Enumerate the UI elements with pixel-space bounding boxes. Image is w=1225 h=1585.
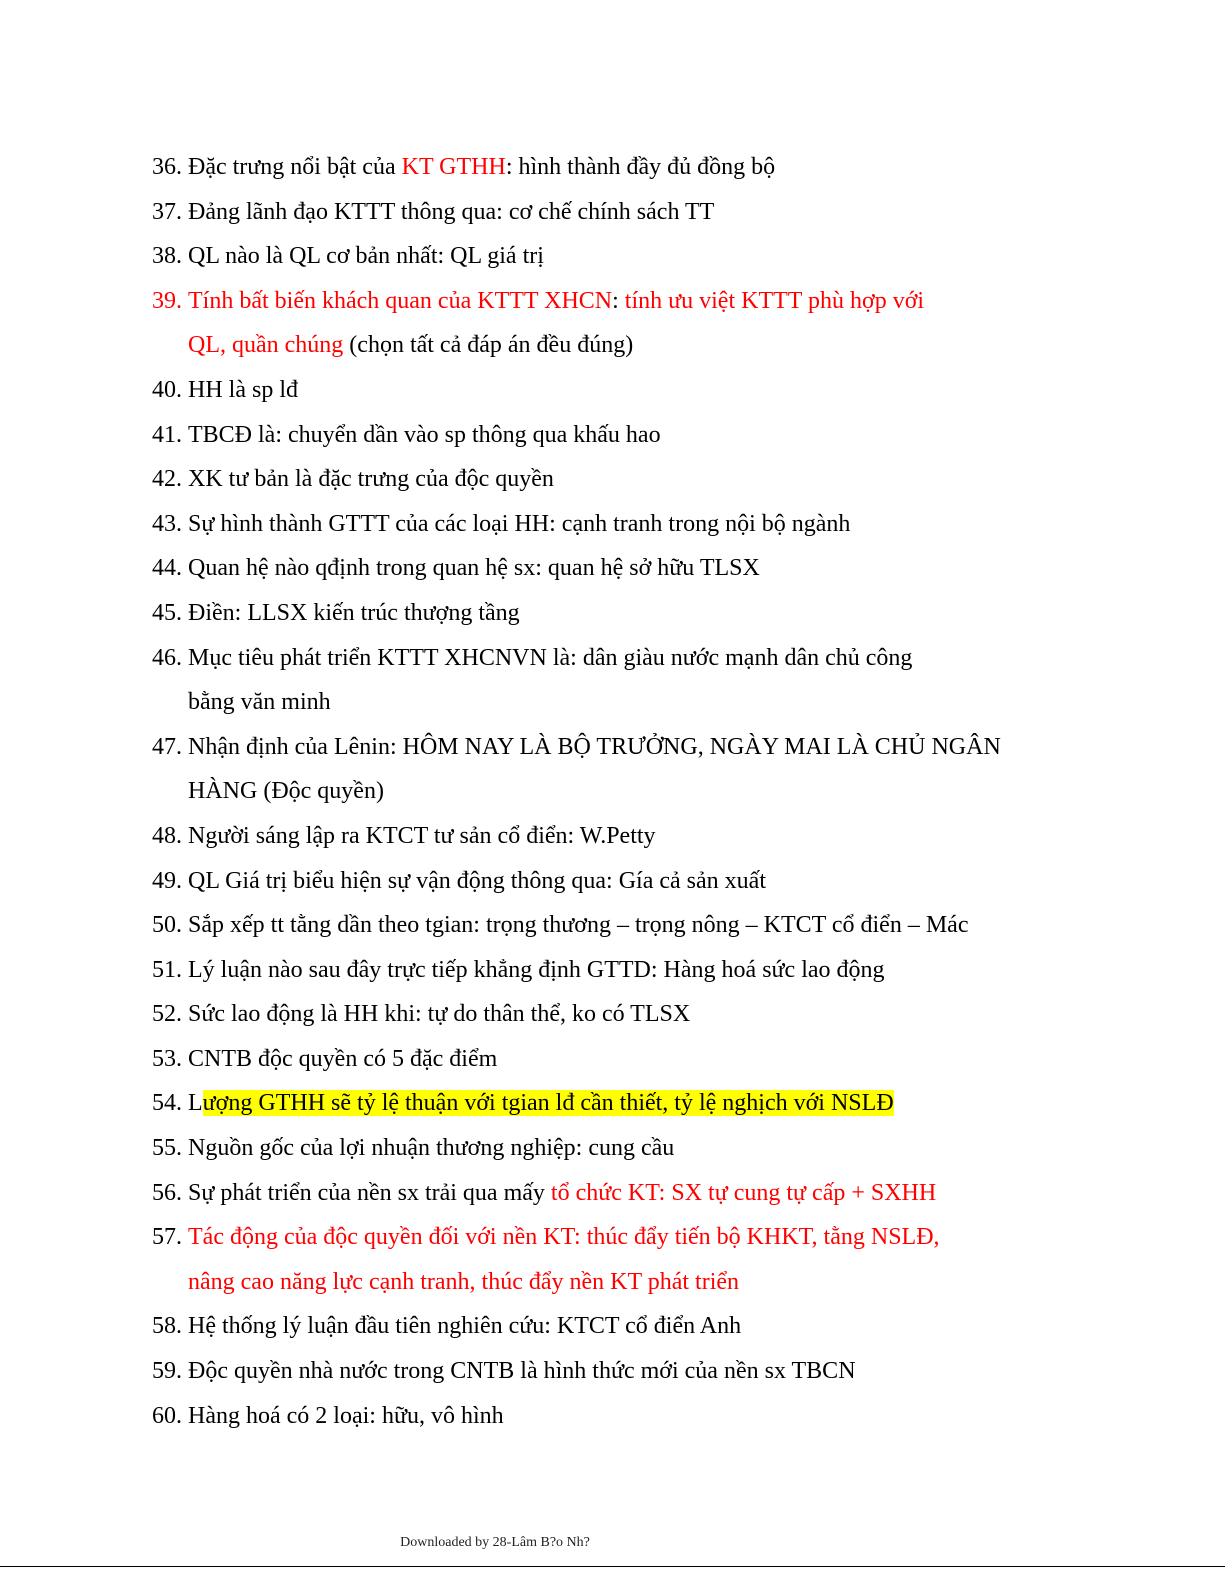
item-number: 57. (152, 1224, 182, 1251)
list-item: 37. Đảng lãnh đạo KTTT thông qua: cơ chế chính sách TT (152, 190, 1172, 235)
item-number: 53. (152, 1045, 182, 1072)
item-number: 51. (152, 956, 182, 983)
list-item: 53. CNTB độc quyền có 5 đặc điểm (152, 1037, 1172, 1082)
item-number: 39. (152, 287, 182, 314)
item-number: 47. (152, 733, 182, 760)
list-item: 43. Sự hình thành GTTT của các loại HH: cạnh tranh trong nội bộ ngành (152, 502, 1172, 547)
list-item: 55. Nguồn gốc của lợi nhuận thương nghiệp: cung cầu (152, 1126, 1172, 1171)
item-number: 48. (152, 822, 182, 849)
list-item: 40. HH là sp lđ (152, 368, 1172, 413)
list-item: 60. Hàng hoá có 2 loại: hữu, vô hình (152, 1394, 1172, 1439)
list-item: 54. Lượng GTHH sẽ tỷ lệ thuận với tgian lđ cần thiết, tỷ lệ nghịch với NSLĐ (152, 1081, 1172, 1126)
list-item: 51. Lý luận nào sau đây trực tiếp khẳng định GTTD: Hàng hoá sức lao động (152, 948, 1172, 993)
red-text: Tác động của độc quyền đối với nền KT: thúc đẩy tiến bộ KHKT, tằng NSLĐ, (188, 1224, 940, 1251)
item-number: 46. (152, 644, 182, 671)
red-text: tính ưu việt KTTT phù hợp với (624, 287, 925, 314)
item-number: 58. (152, 1313, 182, 1340)
item-number: 55. (152, 1135, 182, 1162)
page-bottom-rule (0, 1566, 1225, 1567)
item-number: 40. (152, 376, 182, 403)
list-item-continuation (152, 1260, 1172, 1305)
list-item: 41. TBCĐ là: chuyển dần vào sp thông qua khấu hao (152, 413, 1172, 458)
list-item: 39. Tính bất biến khách quan của KTTT XHCN: tính ưu việt KTTT phù hợp với (152, 279, 1172, 324)
list-item: 36. Đặc trưng nổi bật của KT GTHH: hình thành đầy đủ đồng bộ (152, 145, 1172, 190)
item-number: 54. (152, 1090, 182, 1117)
red-text: nâng cao năng lực cạnh tranh, thúc đẩy nền KT phát triển (188, 1268, 740, 1295)
list-item-continuation: QL, quần chúng (chọn tất cả đáp án đều đúng) (188, 332, 634, 359)
item-number: 43. (152, 510, 182, 537)
item-number: 42. (152, 466, 182, 493)
list-item: 42. XK tư bản là đặc trưng của độc quyền (152, 457, 1172, 502)
list-item: 49. QL Giá trị biểu hiện sự vận động thông qua: Gía cả sản xuất (152, 859, 1172, 904)
item-number: 49. (152, 867, 182, 894)
item-number: 52. (152, 1001, 182, 1028)
list-item: 56. Sự phát triển của nền sx trải qua mấy tổ chức KT: SX tự cung tự cấp + SXHH (152, 1171, 1172, 1216)
red-text: QL, quần chúng (188, 332, 344, 359)
item-number: 44. (152, 555, 182, 582)
item-number: 37. (152, 198, 182, 225)
list-item: 47. Nhận định của Lênin: HÔM NAY LÀ BỘ TRƯỞNG, NGÀY MAI LÀ CHỦ NGÂN (152, 725, 1172, 770)
list-item: 50. Sắp xếp tt tằng dần theo tgian: trọng thương – trọng nông – KTCT cổ điển – Mác (152, 903, 1172, 948)
item-number: 38. (152, 243, 182, 270)
list-item-continuation: HÀNG (Độc quyền) (188, 778, 384, 805)
list-item (152, 1215, 1172, 1260)
item-number: 45. (152, 599, 182, 626)
item-number: 59. (152, 1358, 182, 1385)
item-number: 56. (152, 1179, 182, 1206)
item-number: 50. (152, 912, 182, 939)
list-item: 46. Mục tiêu phát triển KTTT XHCNVN là: dân giàu nước mạnh dân chủ công (152, 636, 1172, 681)
list-item: 59. Độc quyền nhà nước trong CNTB là hình thức mới của nền sx TBCN (152, 1349, 1172, 1394)
red-text: Tính bất biến khách quan của KTTT XHCN (188, 287, 613, 314)
list-item: 58. Hệ thống lý luận đầu tiên nghiên cứu: KTCT cổ điển Anh (152, 1304, 1172, 1349)
item-number: 60. (152, 1402, 182, 1429)
answer-list (152, 145, 1172, 1438)
red-text: KT GTHH (401, 154, 506, 180)
list-item-continuation: bằng văn minh (188, 689, 331, 716)
list-item: 38. QL nào là QL cơ bản nhất: QL giá trị (152, 234, 1172, 279)
list-item: 52. Sức lao động là HH khi: tự do thân thể, ko có TLSX (152, 992, 1172, 1037)
download-footer: Downloaded by 28-Lâm B?o Nh? (400, 1535, 590, 1550)
highlighted-text: ượng GTHH sẽ tỷ lệ thuận với tgian lđ cần thiết, tỷ lệ nghịch với NSLĐ (202, 1090, 894, 1117)
red-text: tổ chức KT: SX tự cung tự cấp + SXHH (550, 1179, 937, 1206)
list-item: 48. Người sáng lập ra KTCT tư sản cổ điển: W.Petty (152, 814, 1172, 859)
list-item: 44. Quan hệ nào qđịnh trong quan hệ sx: quan hệ sở hữu TLSX (152, 546, 1172, 591)
list-item: 45. Điền: LLSX kiến trúc thượng tầng (152, 591, 1172, 636)
item-number: 41. (152, 421, 182, 448)
item-number: 36. (152, 154, 182, 180)
